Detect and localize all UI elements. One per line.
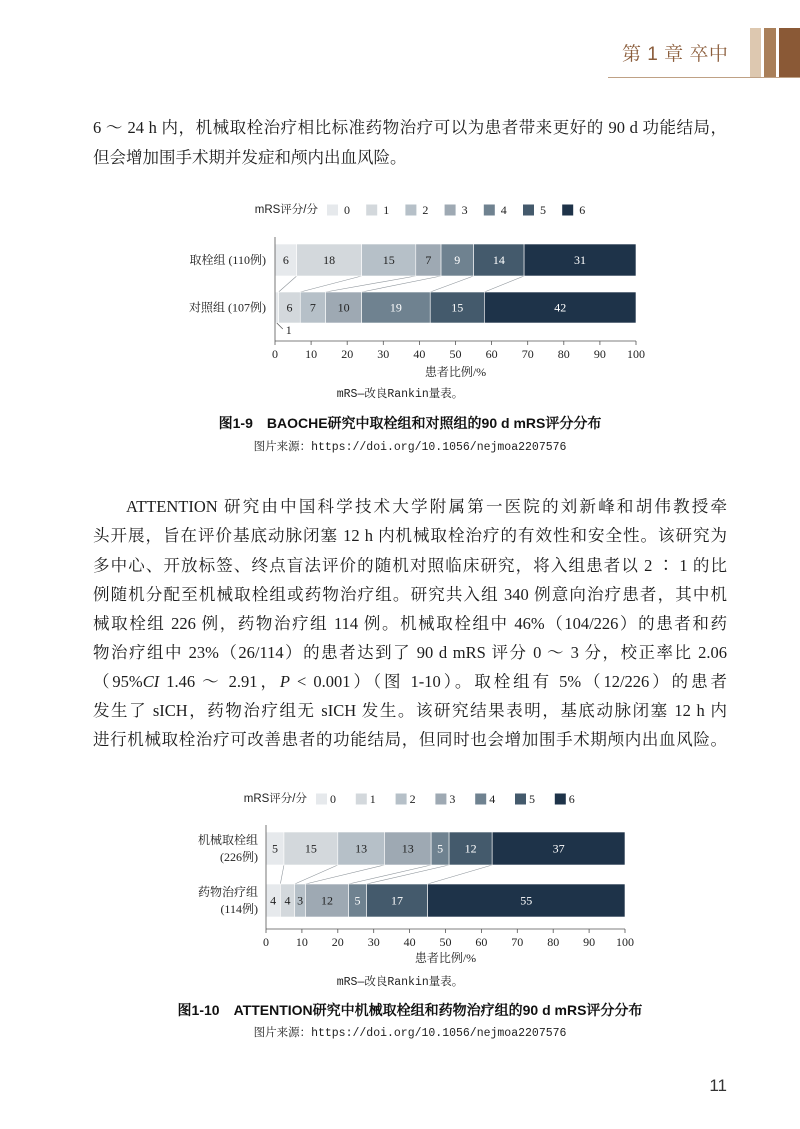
x-tick-label: 90: [583, 935, 596, 949]
x-tick-label: 60: [485, 347, 498, 361]
figure-source: 图片来源：https://doi.org/10.1056/nejmoa2207576: [253, 441, 567, 454]
chapter-header: 第 1 章 卒中: [622, 44, 729, 65]
group-label: 对照组 (107例): [189, 300, 266, 315]
cumulative-connector-line: [484, 276, 524, 292]
legend-label: 3: [449, 792, 456, 806]
line-text: （95%: [93, 672, 143, 691]
segment-value-label: 3: [297, 893, 304, 908]
segment-value-label: 12: [464, 841, 477, 856]
paragraph-line: 6 ～ 24 h 内，机械取栓治疗相比标准药物治疗可以为患者带来更好的 90 d 功能结局，: [93, 118, 728, 137]
segment-value-label: 17: [391, 893, 404, 908]
segment-value-label: 31: [574, 253, 587, 267]
segment-value-label: 5: [354, 893, 361, 908]
line-text: 1.46 ～ 2.91，: [159, 672, 280, 691]
paragraph-line: 但会增加围手术期并发症和颅内出血风险。: [93, 148, 407, 167]
legend-label: 4: [500, 203, 507, 217]
x-tick-label: 40: [403, 935, 416, 949]
legend-label: 5: [529, 792, 535, 806]
x-tick-label: 20: [331, 935, 344, 949]
legend-swatch-mrs-0: [327, 205, 338, 216]
legend-label: 6: [579, 203, 586, 217]
segment-value-label: 9: [454, 253, 461, 267]
figure-source: 图片来源：https://doi.org/10.1056/nejmoa2207576: [253, 1027, 567, 1040]
paragraph-line: 例随机分配至机械取栓组或药物治疗组。研究共入组 340 例意向治疗患者，其中机: [93, 585, 727, 604]
x-tick-label: 100: [616, 935, 634, 949]
segment-value-label: 6: [286, 300, 293, 315]
x-tick-label: 70: [511, 935, 524, 949]
x-tick-label: 60: [475, 935, 488, 949]
cumulative-connector-line: [300, 276, 361, 292]
page-number: 11: [709, 1076, 727, 1095]
paragraph-line: 物治疗组中 23%（26/114）的患者达到了 90 d mRS 评分 0 ～ 3 分，校正率比 2.06: [93, 643, 727, 662]
legend-label: 1: [383, 203, 390, 217]
legend-swatch-mrs-6: [555, 794, 566, 805]
x-tick-label: 10: [305, 347, 318, 361]
segment-value-label: 4: [284, 893, 291, 908]
cumulative-connector-line: [279, 276, 297, 292]
x-tick-label: 30: [377, 347, 390, 361]
x-tick-label: 40: [413, 347, 426, 361]
paragraph-line: 头开展，旨在评价基底动脉闭塞 12 h 内机械取栓治疗的有效性和安全性。该研究为: [93, 526, 727, 545]
header-decoration-band: [779, 28, 800, 78]
figure-caption: 图1-10 ATTENTION研究中机械取栓组和药物治疗组的90 d mRS评分分布: [177, 1002, 643, 1018]
segment-value-label: 15: [382, 253, 395, 267]
segment-value-label: 15: [451, 300, 464, 315]
x-tick-label: 50: [439, 935, 452, 949]
legend-swatch-mrs-5: [515, 794, 526, 805]
cumulative-connector-line: [349, 865, 432, 884]
group-label: 取栓组 (110例): [189, 253, 266, 267]
x-axis-label: 患者比例/%: [424, 365, 487, 379]
x-tick-label: 50: [449, 347, 462, 361]
legend-swatch-mrs-1: [366, 205, 377, 216]
line-text: < 0.001）（图 1-10）。取栓组有 5%（12/226）的患者: [289, 672, 728, 691]
segment-value-label: 12: [321, 893, 334, 908]
segment-value-label: 55: [520, 893, 533, 908]
chart-figure-1-9: [150, 195, 670, 385]
label-leader-line: [277, 323, 283, 329]
x-tick-label: 20: [341, 347, 354, 361]
x-tick-label: 80: [557, 347, 570, 361]
chart-figure-1-10: [150, 785, 670, 970]
x-tick-label: 100: [627, 347, 645, 361]
legend-swatch-mrs-1: [356, 794, 367, 805]
paragraph-line: 多中心、开放标签、终点盲法评价的随机对照临床研究，将入组患者以 2 ∶ 1 的比: [93, 556, 727, 575]
group-label: 机械取栓组: [197, 833, 258, 847]
legend-label: 5: [540, 203, 546, 217]
legend-label: 0: [330, 792, 336, 806]
segment-value-label: 13: [401, 841, 414, 856]
figure-note: mRS—改良Rankin量表。: [336, 976, 464, 989]
group-label: (114例): [220, 902, 258, 916]
cumulative-connector-line: [305, 865, 384, 884]
header-rule: [608, 77, 800, 78]
segment-value-label: 6: [282, 253, 289, 267]
segment-value-label: 37: [552, 841, 565, 856]
paragraph-line: 发生了 sICH，药物治疗组无 sICH 发生。该研究结果表明，基底动脉闭塞 12 h 内: [93, 701, 727, 720]
cumulative-connector-line: [430, 276, 473, 292]
segment-value-label: 4: [270, 893, 277, 908]
x-tick-label: 10: [295, 935, 308, 949]
x-tick-label: 80: [547, 935, 560, 949]
paragraph-line: [93, 672, 727, 692]
legend-swatch-mrs-3: [445, 205, 456, 216]
figure-note: mRS—改良Rankin量表。: [336, 388, 464, 401]
segment-value-label: 10: [337, 300, 350, 315]
paragraph-line: ATTENTION 研究由中国科学技术大学附属第一医院的刘新峰和胡伟教授牵: [126, 497, 727, 516]
legend-label: 3: [461, 203, 468, 217]
legend-label: 2: [409, 792, 416, 806]
segment-value-label: 13: [355, 841, 368, 856]
legend-label: 1: [369, 792, 376, 806]
segment-value-label: 5: [271, 841, 278, 856]
legend-swatch-mrs-0: [316, 794, 327, 805]
segment-value-label: 42: [554, 300, 567, 315]
figure-caption: 图1-9 BAOCHE研究中取栓组和对照组的90 d mRS评分分布: [218, 415, 602, 431]
legend-swatch-mrs-5: [523, 205, 534, 216]
header-decoration-band: [764, 28, 776, 78]
italic-ci-text: CI: [142, 672, 160, 691]
legend-label: 0: [344, 203, 350, 217]
segment-value-label: 19: [389, 300, 402, 315]
legend-swatch-mrs-4: [484, 205, 495, 216]
bar-segment-mrs-0: [275, 292, 279, 323]
segment-value-label: 5: [437, 841, 444, 856]
segment-value-label: 14: [492, 253, 505, 267]
legend-swatch-mrs-2: [405, 205, 416, 216]
legend-label: 6: [568, 792, 575, 806]
segment-value-label: 15: [304, 841, 317, 856]
legend-label: 2: [422, 203, 429, 217]
cumulative-connector-line: [280, 865, 284, 884]
header-decoration-band: [750, 28, 761, 78]
legend-swatch-mrs-2: [396, 794, 407, 805]
paragraph-line: 械取栓组 226 例，药物治疗组 114 例。机械取栓组中 46%（104/226）的患者和药: [93, 614, 727, 633]
italic-p-text: P: [279, 672, 290, 691]
segment-value-label: 18: [323, 253, 336, 267]
legend-swatch-mrs-4: [475, 794, 486, 805]
legend-title: mRS评分/分: [243, 793, 307, 805]
segment-value-label: 1: [285, 323, 292, 337]
x-tick-label: 30: [367, 935, 380, 949]
legend-swatch-mrs-6: [562, 205, 573, 216]
segment-value-label: 7: [309, 300, 316, 315]
legend-title: mRS评分/分: [254, 204, 318, 216]
x-tick-label: 90: [593, 347, 606, 361]
x-axis-label: 患者比例/%: [414, 951, 477, 965]
group-label: (226例): [220, 850, 258, 864]
x-tick-label: 70: [521, 347, 534, 361]
group-label: 药物治疗组: [197, 885, 258, 899]
segment-value-label: 7: [425, 253, 432, 267]
legend-label: 4: [489, 792, 496, 806]
legend-swatch-mrs-3: [435, 794, 446, 805]
x-tick-label: 0: [272, 347, 278, 361]
paragraph-line: 进行机械取栓治疗可改善患者的功能结局，但同时也会增加围手术期颅内出血风险。: [93, 730, 727, 749]
x-tick-label: 0: [263, 935, 269, 949]
